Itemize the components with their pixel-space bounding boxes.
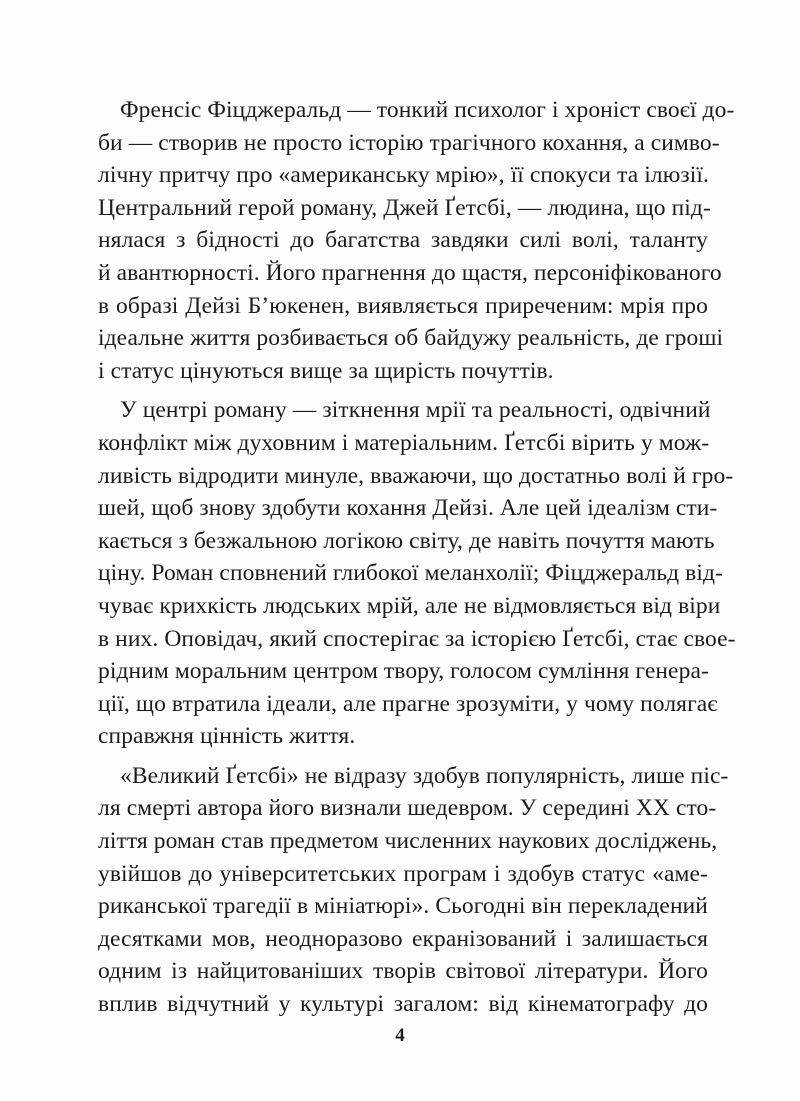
text-line: лічну притчу про «американську мрію», її спокуси та ілюзії. xyxy=(98,162,709,189)
body-text xyxy=(98,94,736,1021)
text-line: конфлікт між духовним і матеріальним. Ґетсбі вірить у мож- xyxy=(98,429,710,456)
text-line: вплив відчутний у культурі загалом: від кінематографу до xyxy=(98,991,708,1018)
text-line: і статус цінуються вище за щирість почуттів. xyxy=(98,357,554,384)
text-line: ціну. Роман сповнений глибокої меланхолії; Фіцджеральд від- xyxy=(98,560,723,587)
text-line: Френсіс Фіцджеральд — тонкий психолог і хроніст своєї до- xyxy=(120,97,735,123)
text-line: десятками мов, неодноразово екранізований і залишається xyxy=(98,925,708,952)
paragraph-spacer xyxy=(98,387,708,394)
text-line: в них. Оповідач, який спостерігає за історією Ґетсбі, стає свое- xyxy=(98,625,736,652)
page-number: 4 xyxy=(395,1025,405,1046)
text-line: рідним моральним центром твору, голосом сумління генера- xyxy=(98,658,709,685)
paragraph-spacer xyxy=(98,753,708,760)
text-line: шей, щоб знову здобути кохання Дейзі. Але цей ідеалізм сти- xyxy=(98,495,718,522)
text-line: би — створив не просто історію трагічного кохання, а симво- xyxy=(98,129,720,156)
text-line: увійшов до університетських програм і здобув статус «аме- xyxy=(98,860,708,887)
text-line: в образі Дейзі Б’юкенен, виявляється приреченим: мрія про xyxy=(98,292,708,319)
text-line: ліття роман став предметом численних наукових досліджень, xyxy=(98,828,718,855)
paragraph-2 xyxy=(98,394,736,753)
paragraph-3 xyxy=(98,760,729,1021)
text-line: одним із найцитованіших творів світової літератури. Його xyxy=(98,958,708,985)
text-line: й авантюрності. Його прагнення до щастя, персоніфікованого xyxy=(98,259,722,286)
text-line: «Великий Ґетсбі» не відразу здобув популярність, лише піс- xyxy=(120,762,729,789)
text-line: ції, що втратила ідеали, але прагне зрозуміти, у чому полягає xyxy=(98,690,718,717)
text-line: риканської трагедії в мініатюрі». Сьогодні він перекладений xyxy=(98,893,708,920)
text-line: ливість відродити минуле, вважаючи, що достатньо волі й гро- xyxy=(98,462,734,489)
text-line: ідеальне життя розбивається об байдужу реальність, де гроші xyxy=(98,325,724,352)
paragraph-1 xyxy=(98,94,735,387)
text-line: справжня цінність життя. xyxy=(98,723,356,750)
text-line: У центрі роману — зіткнення мрії та реальності, одвічний xyxy=(120,397,711,424)
text-line: нялася з бідності до багатства завдяки силі волі, таланту xyxy=(98,227,708,254)
text-line: чуває крихкість людських мрій, але не відмовляється від віри xyxy=(98,592,721,619)
text-line: Центральний герой роману, Джей Ґетсбі, — людина, що під- xyxy=(98,194,711,221)
text-line: ля смерті автора його визнали шедевром. У середині XX сто- xyxy=(98,795,717,822)
text-line: кається з безжальною логікою світу, де навіть почуття мають xyxy=(98,527,715,554)
